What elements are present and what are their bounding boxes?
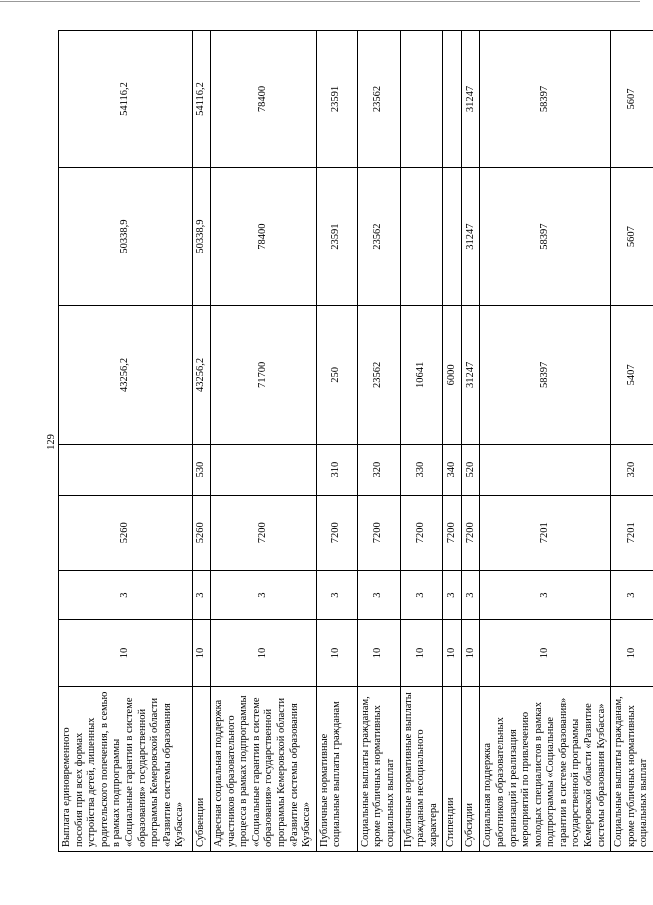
amount-year-2: 23562 [357,167,400,305]
row-description: Социальные выплаты гражданам, кроме публичных нормативных социальных выплат [357,686,400,851]
section-code: 10 [211,620,317,686]
table-row [480,31,611,852]
amount-year-3: 23591 [316,31,357,168]
amount-year-2 [443,167,462,305]
target-article-code: 7200 [316,495,357,570]
page-number: 129 [46,434,57,450]
subsection-code: 3 [400,570,443,620]
amount-year-3: 23562 [357,31,400,168]
amount-year-2: 78400 [211,167,317,305]
row-description: Выплата единовременного пособия при всех формах устройства детей, лишенных родительского попечения, в семью в рамках подпрограммы «Социальные гарантии в системе образования» государственной программы Кемеровской области «Развитие системы образования Кузбасса» [59,686,193,851]
amount-year-2: 31247 [462,167,480,305]
amount-year-3: 31247 [462,31,480,168]
table-row [193,31,211,852]
budget-table [58,30,653,852]
expense-type-code: 340 [443,444,462,495]
amount-year-1: 250 [316,306,357,444]
row-description: Стипендии [443,686,462,851]
amount-year-2: 50338,9 [59,167,193,305]
section-code: 10 [316,620,357,686]
amount-year-2: 50338,9 [193,167,211,305]
section-code: 10 [611,620,653,686]
amount-year-3: 54116,2 [59,31,193,168]
section-code: 10 [59,620,193,686]
amount-year-1: 58397 [480,306,611,444]
table-row [462,31,480,852]
subsection-code: 3 [59,570,193,620]
section-code: 10 [193,620,211,686]
amount-year-2: 5607 [611,167,653,305]
subsection-code: 3 [211,570,317,620]
subsection-code: 3 [357,570,400,620]
amount-year-2 [400,167,443,305]
budget-table-rotated [58,30,650,852]
amount-year-3: 78400 [211,31,317,168]
page-top-line [0,1,640,2]
target-article-code: 7201 [611,495,653,570]
row-description: Публичные нормативные социальные выплаты гражданам [316,686,357,851]
amount-year-1: 71700 [211,306,317,444]
table-row [211,31,317,852]
expense-type-code: 520 [462,444,480,495]
subsection-code: 3 [316,570,357,620]
amount-year-3 [443,31,462,168]
subsection-code: 3 [480,570,611,620]
amount-year-2: 23591 [316,167,357,305]
expense-type-code: 320 [611,444,653,495]
subsection-code: 3 [193,570,211,620]
amount-year-3: 58397 [480,31,611,168]
table-row [59,31,193,852]
expense-type-code: 310 [316,444,357,495]
expense-type-code [480,444,611,495]
amount-year-1: 23562 [357,306,400,444]
table-row [316,31,357,852]
amount-year-2: 58397 [480,167,611,305]
target-article-code: 7200 [400,495,443,570]
target-article-code: 7200 [443,495,462,570]
table-row [357,31,400,852]
target-article-code: 7200 [357,495,400,570]
section-code: 10 [400,620,443,686]
row-description: Социальные выплаты гражданам, кроме публичных нормативных социальных выплат [611,686,653,851]
expense-type-code: 320 [357,444,400,495]
subsection-code: 3 [443,570,462,620]
table-row [611,31,653,852]
section-code: 10 [462,620,480,686]
expense-type-code: 330 [400,444,443,495]
row-description: Адресная социальная поддержка участников образовательного процесса в рамках подпрограммы «Социальные гарантии в системе образования» государственной программы Кемеровской области «Развитие системы образования Кузбасса» [211,686,317,851]
amount-year-3: 54116,2 [193,31,211,168]
row-description: Субвенции [193,686,211,851]
row-description: Публичные нормативные выплаты гражданам несоциального характера [400,686,443,851]
target-article-code: 7200 [462,495,480,570]
row-description: Субсидии [462,686,480,851]
target-article-code: 7200 [211,495,317,570]
amount-year-1: 43256,2 [59,306,193,444]
amount-year-1: 5407 [611,306,653,444]
amount-year-3 [400,31,443,168]
expense-type-code: 530 [193,444,211,495]
table-row [400,31,443,852]
amount-year-1: 10641 [400,306,443,444]
subsection-code: 3 [611,570,653,620]
section-code: 10 [443,620,462,686]
section-code: 10 [357,620,400,686]
row-description: Социальная поддержка работников образовательных организаций и реализация мероприятий по привлечению молодых специалистов в рамках подпрограммы «Социальные гарантии в системе образования» государственной программы Кемеровской области «Развитие системы образования Кузбасса» [480,686,611,851]
target-article-code: 5260 [193,495,211,570]
expense-type-code [59,444,193,495]
amount-year-1: 6000 [443,306,462,444]
table-row [443,31,462,852]
target-article-code: 7201 [480,495,611,570]
target-article-code: 5260 [59,495,193,570]
section-code: 10 [480,620,611,686]
amount-year-1: 31247 [462,306,480,444]
amount-year-1: 43256,2 [193,306,211,444]
expense-type-code [211,444,317,495]
subsection-code: 3 [462,570,480,620]
amount-year-3: 5607 [611,31,653,168]
